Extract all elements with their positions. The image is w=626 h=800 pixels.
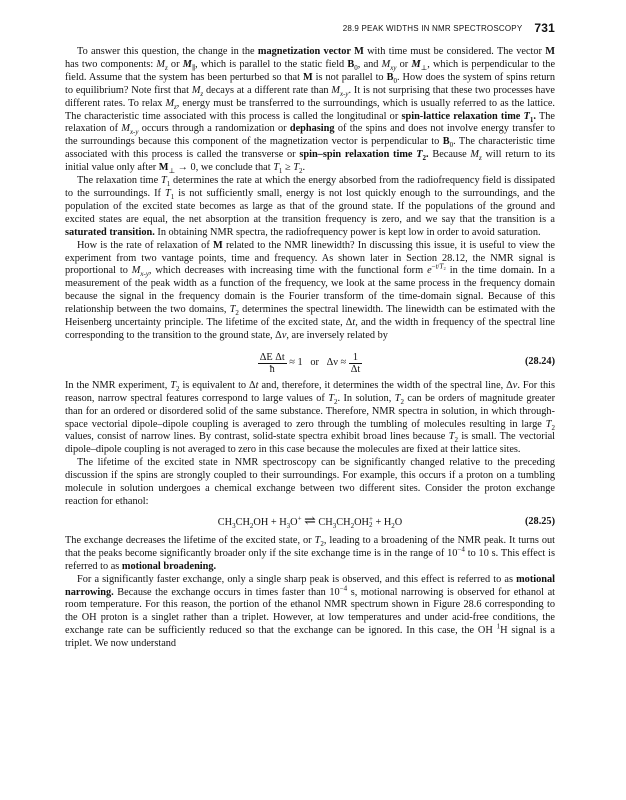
fraction-inverse-time: $\frac{1}{\Delta t}$ <box>350 351 361 375</box>
page-number: 731 <box>534 21 555 35</box>
paragraph-5: The lifetime of the excited state in NMR spectroscopy can be significantly changed relative to the preceding discussion if the spins are strongly coupled to their surroundings. For example, this occurs if a proton on a tumbling molecule in solution undergoes a chemical exchange between two different sites. Consider the proton exchange reaction for ethanol: <box>65 457 555 507</box>
running-header <box>0 20 555 34</box>
equation-28-24: $\frac{\text{ΔE Δt}}{ħ}$ ≈ 1 or Δν ≈ $\frac{1}{\Delta t}$ (28.24) <box>259 351 555 375</box>
fraction-energy-time: $\frac{\text{ΔE Δt}}{ħ}$ <box>259 351 285 375</box>
paragraph-2: The relaxation time $T_1$ determines the rate at which the energy absorbed from the radiofrequency field is dissipated to the surroundings. If $T_1$ is not sufficiently small, energy is not lost quickly enough to the surroundings, and the population of the excited state becomes as large as that of the ground state. If the populations of the ground and excited states are equal, the net absorption at the transition frequency is zero, and we say that the transition is a saturated transition. In obtaining NMR spectra, the radiofrequency power is kept low in order to avoid saturation. <box>65 175 555 238</box>
paragraph-6: The exchange decreases the lifetime of the excited state, or $T_2$, leading to a broadening of the NMR peak. It turns out that the peaks become significantly broader only if the site exchange time is in the range of $10^{-4}$ to 10 s. This effect is referred to as motional broadening. <box>65 534 555 572</box>
equation-number: (28.25) <box>524 515 555 527</box>
paragraph-3: How is the rate of relaxation of M related to the NMR linewidth? In discussing this issue, it is useful to view the experiment from two vantage points, time and frequency. As shown later in Section 28.12, the NMR signal is proportional to $M_{x-y}$, which decreases with increasing time with the functional form $e^{-t/T_2}$ in the time domain. In a measurement of the peak width as a function of the frequency, we look at the same process in the frequency domain because the signal in the frequency domain is the Fourier transform of the time-domain signal. Because of this relationship between the two domains, $T_2$ determines the spectral linewidth. The linewidth can be estimated with the Heisenberg uncertainty principle. The lifetime of the excited state, Δt, and the width in frequency of the spectral line corresponding to the transition to the ground state, Δν, are inversely related by <box>65 239 556 341</box>
page-body <box>65 46 555 651</box>
equation-number: (28.24) <box>524 355 555 367</box>
paragraph-1: To answer this question, the change in the magnetization vector M with time must be considered. The vector M has two components: $M_z$ or $M_\parallel$, which is parallel to the static field $B_0$, and $M_{xy}$ or $M_\perp$, which is perpendicular to the field. Assume that the system has been perturbed so that M is not parallel to $B_0$. How does the system of spins return to equilibrium? Note first that $M_z$ decays at a different rate than $M_{x-y}$. It is not surprising that these two processes have different rates. To relax $M_z$, energy must be transferred to the surroundings, which is usually referred to as the lattice. The characteristic time associated with this process is called the longitudinal or spin-lattice relaxation time $T_1$. The relaxation of $M_{x-y}$ occurs through a randomization or dephasing of the spins and does not involve energy transfer to the surroundings because this component of the magnetization vector is perpendicular to $B_0$. The characteristic time associated with this process is called the transverse or spin–spin relaxation time $T_2$. Because $M_z$ will return to its initial value only after $M_\perp \to 0$, we conclude that $T_1 \ge T_2$. <box>65 46 556 176</box>
equation-28-25: $CH_3CH_2OH + H_3O^+$ ⇌ $CH_3CH_2OH$ + 2 + $H_2O$ (28.25) <box>217 513 555 530</box>
section-title: 28.9 PEAK WIDTHS IN NMR SPECTROSCOPY <box>342 24 523 33</box>
paragraph-7: For a significantly faster exchange, only a single sharp peak is observed, and this effect is referred to as motional narrowing. Because the exchange occurs in times faster than $10^{-4}$ s, motional narrowing is observed for ethanol at room temperature. For this reason, the portion of the ethanol NMR spectrum shown in Figure 28.6 corresponding to the OH proton is a singlet rather than a triplet. However, at low temperatures and under acid-free conditions, the exchange rate can be sufficiently reduced so that the exchange can be ignored. In this case, the OH $^1$H signal is a triplet. We now understand <box>65 573 555 650</box>
paragraph-4: In the NMR experiment, $T_2$ is equivalent to Δt and, therefore, it determines the width of the spectral line, Δν. For this reason, narrow spectral features correspond to large values of $T_2$. In solution, $T_2$ can be orders of magnitude greater than for an ordered or disordered solid of the same substance. Therefore, NMR spectra in solution, in which through-space vectorial dipole–dipole coupling is averaged to zero through the tumbling of molecules resulting in large $T_2$ values, consist of narrow lines. By contrast, solid-state spectra exhibit broad lines because $T_2$ is small. The vectorial dipole–dipole coupling is not averaged to zero in this case because the molecules are fixed at their lattice sites. <box>65 379 555 456</box>
